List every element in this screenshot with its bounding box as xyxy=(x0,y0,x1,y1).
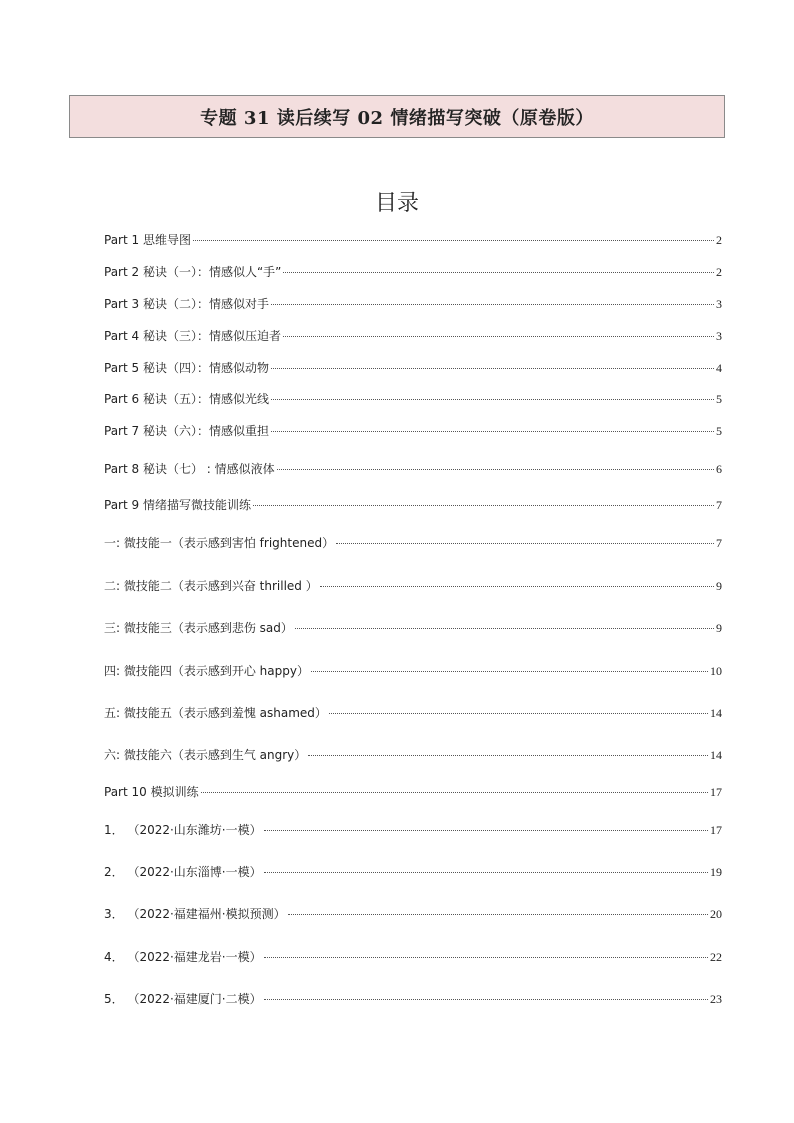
toc-entry-page: 9 xyxy=(716,579,722,593)
toc-leader xyxy=(283,272,714,273)
toc-entry-label: 四: 微技能四（表示感到开心 happy） xyxy=(104,664,309,678)
toc-entry[interactable] xyxy=(104,907,722,921)
toc-entry-label: 4． （2022·福建龙岩·一模） xyxy=(104,950,262,964)
toc-entry-label: Part 1 思维导图 xyxy=(104,233,191,247)
toc-leader xyxy=(288,914,708,915)
toc-entry-page: 7 xyxy=(716,536,722,550)
toc-entry-label: Part 10 模拟训练 xyxy=(104,785,199,799)
toc-entry-label: Part 4 秘诀（三）：情感似压迫者 xyxy=(104,329,281,343)
toc-entry-label: 2． （2022·山东淄博·一模） xyxy=(104,865,262,879)
toc-entry[interactable] xyxy=(104,950,722,964)
toc-entry[interactable] xyxy=(104,621,722,635)
toc-heading: 目录 xyxy=(374,191,419,216)
toc-entry-page: 2 xyxy=(716,265,722,279)
toc-entry-page: 3 xyxy=(716,329,722,343)
toc-leader xyxy=(277,469,714,470)
toc-entry[interactable] xyxy=(104,233,722,247)
toc-leader xyxy=(264,830,708,831)
toc-entry-page: 22 xyxy=(710,950,722,964)
toc-entry-label: Part 8 秘诀（七） : 情感似液体 xyxy=(104,462,275,476)
toc-leader xyxy=(283,336,714,337)
toc-entry[interactable] xyxy=(104,265,722,279)
toc-entry[interactable] xyxy=(104,865,722,879)
toc-leader xyxy=(308,755,708,756)
toc-entry-label: 5． （2022·福建厦门·二模） xyxy=(104,992,262,1006)
toc-entry[interactable] xyxy=(104,785,722,799)
toc-entry-label: Part 7 秘诀（六）：情感似重担 xyxy=(104,424,269,438)
toc-entry-page: 20 xyxy=(710,907,722,921)
toc-leader xyxy=(311,671,708,672)
toc-leader xyxy=(264,999,708,1000)
toc-entry-page: 19 xyxy=(710,865,722,879)
toc-leader xyxy=(264,872,708,873)
toc-entry-page: 5 xyxy=(716,424,722,438)
toc-entry[interactable] xyxy=(104,329,722,343)
toc-leader xyxy=(253,505,714,506)
toc-entry[interactable] xyxy=(104,297,722,311)
toc-entry[interactable] xyxy=(104,498,722,512)
toc-leader xyxy=(271,399,714,400)
toc-leader xyxy=(295,628,714,629)
toc-entry[interactable] xyxy=(104,579,722,593)
toc-entry-label: 三: 微技能三（表示感到悲伤 sad） xyxy=(104,621,293,635)
toc-leader xyxy=(201,792,708,793)
toc-leader xyxy=(336,543,714,544)
toc-entry-page: 14 xyxy=(710,706,722,720)
toc-leader xyxy=(193,240,714,241)
toc-entry-label: 1． （2022·山东潍坊·一模） xyxy=(104,823,262,837)
toc-entry-page: 6 xyxy=(716,462,722,476)
toc-entry[interactable] xyxy=(104,462,722,476)
toc-leader xyxy=(271,304,714,305)
toc-entry-label: Part 9 情绪描写微技能训练 xyxy=(104,498,251,512)
toc-entry-page: 14 xyxy=(710,748,722,762)
toc-entry[interactable] xyxy=(104,992,722,1006)
toc-leader xyxy=(271,368,714,369)
toc-entry-label: Part 6 秘诀（五）：情感似光线 xyxy=(104,392,269,406)
toc-entry-page: 4 xyxy=(716,361,722,375)
toc-entry-label: Part 5 秘诀（四）：情感似动物 xyxy=(104,361,269,375)
toc-entry[interactable] xyxy=(104,706,722,720)
toc-leader xyxy=(271,431,714,432)
toc-entry-page: 7 xyxy=(716,498,722,512)
toc-entry-page: 9 xyxy=(716,621,722,635)
toc-entry[interactable] xyxy=(104,361,722,375)
toc-leader xyxy=(329,713,708,714)
toc-entry-page: 10 xyxy=(710,664,722,678)
document-title: 专题 31 读后续写 02 情绪描写突破（原卷版） xyxy=(200,107,594,129)
toc-entry-label: 一: 微技能一（表示感到害怕 frightened） xyxy=(104,536,335,550)
toc-leader xyxy=(264,957,708,958)
toc-entry[interactable] xyxy=(104,424,722,438)
toc-entry-page: 17 xyxy=(710,785,722,799)
toc-entry[interactable] xyxy=(104,536,722,550)
toc-entry-label: 五: 微技能五（表示感到羞愧 ashamed） xyxy=(104,706,327,720)
toc-leader xyxy=(320,586,714,587)
toc-entry-label: Part 2 秘诀（一）：情感似人“手” xyxy=(104,265,282,279)
toc-entry-page: 23 xyxy=(710,992,722,1006)
document-title-box xyxy=(69,95,725,138)
toc-entry-label: 3． （2022·福建福州·模拟预测） xyxy=(104,907,286,921)
toc-entry-page: 3 xyxy=(716,297,722,311)
toc-entry[interactable] xyxy=(104,664,722,678)
toc-entry-label: Part 3 秘诀（二）：情感似对手 xyxy=(104,297,269,311)
toc-entry-label: 二: 微技能二（表示感到兴奋 thrilled ） xyxy=(104,579,318,593)
toc-entry[interactable] xyxy=(104,823,722,837)
toc-entry-label: 六: 微技能六（表示感到生气 angry） xyxy=(104,748,307,762)
toc-entry-page: 17 xyxy=(710,823,722,837)
toc-entry[interactable] xyxy=(104,392,722,406)
toc-entry[interactable] xyxy=(104,748,722,762)
toc-entry-page: 5 xyxy=(716,392,722,406)
toc-entry-page: 2 xyxy=(716,233,722,247)
